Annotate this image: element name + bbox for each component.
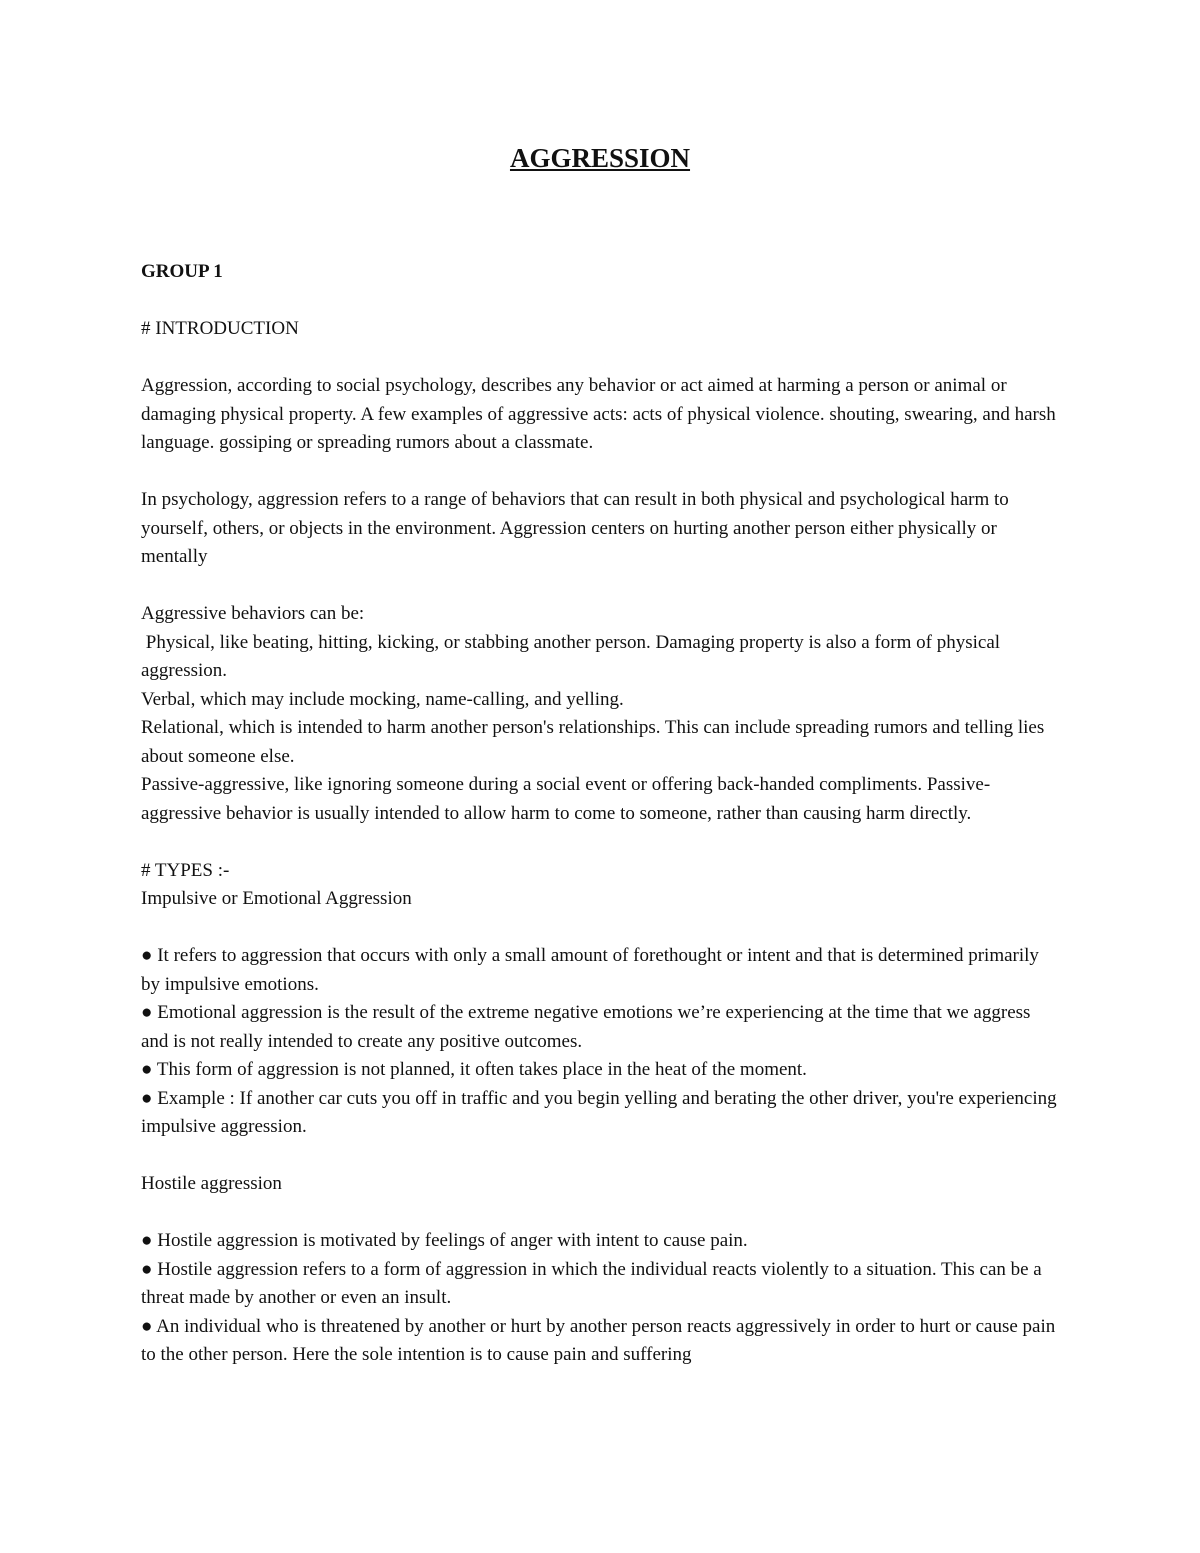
behavior-item: Physical, like beating, hitting, kicking, or stabbing another person. Damaging property is also a form of physical aggression. — [141, 631, 1005, 681]
behavior-item: Relational, which is intended to harm another person's relationships. This can include spreading rumors and telling lies about someone else. — [141, 717, 1045, 767]
hostile-heading: Hostile aggression — [141, 1173, 282, 1194]
spacer — [141, 1199, 1061, 1228]
impulsive-point: ● Example : If another car cuts you off in traffic and you begin yelling and berating the other driver, you're experiencing impulsive aggression. — [141, 1087, 1057, 1137]
spacer — [141, 1142, 1061, 1171]
spacer — [141, 572, 1061, 601]
intro-paragraph-1: Aggression, according to social psychology, describes any behavior or act aimed at harming a person or animal or damaging physical property. A few examples of aggressive acts: acts of physical violence. shouting, swearing, and harsh language. gossiping or spreading rumors about a classmate. — [141, 375, 1056, 453]
behavior-item: Passive-aggressive, like ignoring someone during a social event or offering back-handed compliments. Passive-aggressive behavior is usually intended to allow harm to come to someone, rather than causing harm directly. — [141, 774, 991, 824]
document-body — [141, 140, 1061, 1370]
impulsive-point: ● It refers to aggression that occurs with only a small amount of forethought or intent and that is determined primarily by impulsive emotions. — [141, 945, 1039, 995]
spacer — [141, 458, 1061, 487]
behaviors-intro: Aggressive behaviors can be: — [141, 603, 365, 624]
group-label: GROUP 1 — [141, 261, 223, 282]
spacer — [141, 287, 1061, 316]
behavior-item: Verbal, which may include mocking, name-calling, and yelling. — [141, 688, 624, 710]
impulsive-heading: Impulsive or Emotional Aggression — [141, 888, 412, 909]
impulsive-point: ● This form of aggression is not planned, it often takes place in the heat of the moment. — [141, 1059, 807, 1080]
intro-heading: # INTRODUCTION — [141, 318, 299, 339]
hostile-point: ● Hostile aggression is motivated by feelings of anger with intent to cause pain. — [141, 1230, 748, 1251]
impulsive-point: ● Emotional aggression is the result of the extreme negative emotions we’re experiencing at the time that we aggress and is not really intended to create any positive outcomes. — [141, 1002, 1031, 1052]
intro-paragraph-2: In psychology, aggression refers to a range of behaviors that can result in both physical and psychological harm to yourself, others, or objects in the environment. Aggression centers on hurting another person either physically or mentally — [141, 489, 1009, 567]
hostile-point: ● An individual who is threatened by another or hurt by another person reacts aggressively in order to hurt or cause pain to the other person. Here the sole intention is to cause pain and suffering — [141, 1315, 1056, 1365]
spacer — [141, 828, 1061, 857]
hostile-point: ● Hostile aggression refers to a form of aggression in which the individual reacts violently to a situation. This can be a threat made by another or even an insult. — [141, 1258, 1042, 1308]
document-title: AGGRESSION — [509, 143, 691, 173]
types-heading: # TYPES :- — [141, 859, 230, 881]
spacer — [141, 914, 1061, 943]
spacer — [141, 344, 1061, 373]
